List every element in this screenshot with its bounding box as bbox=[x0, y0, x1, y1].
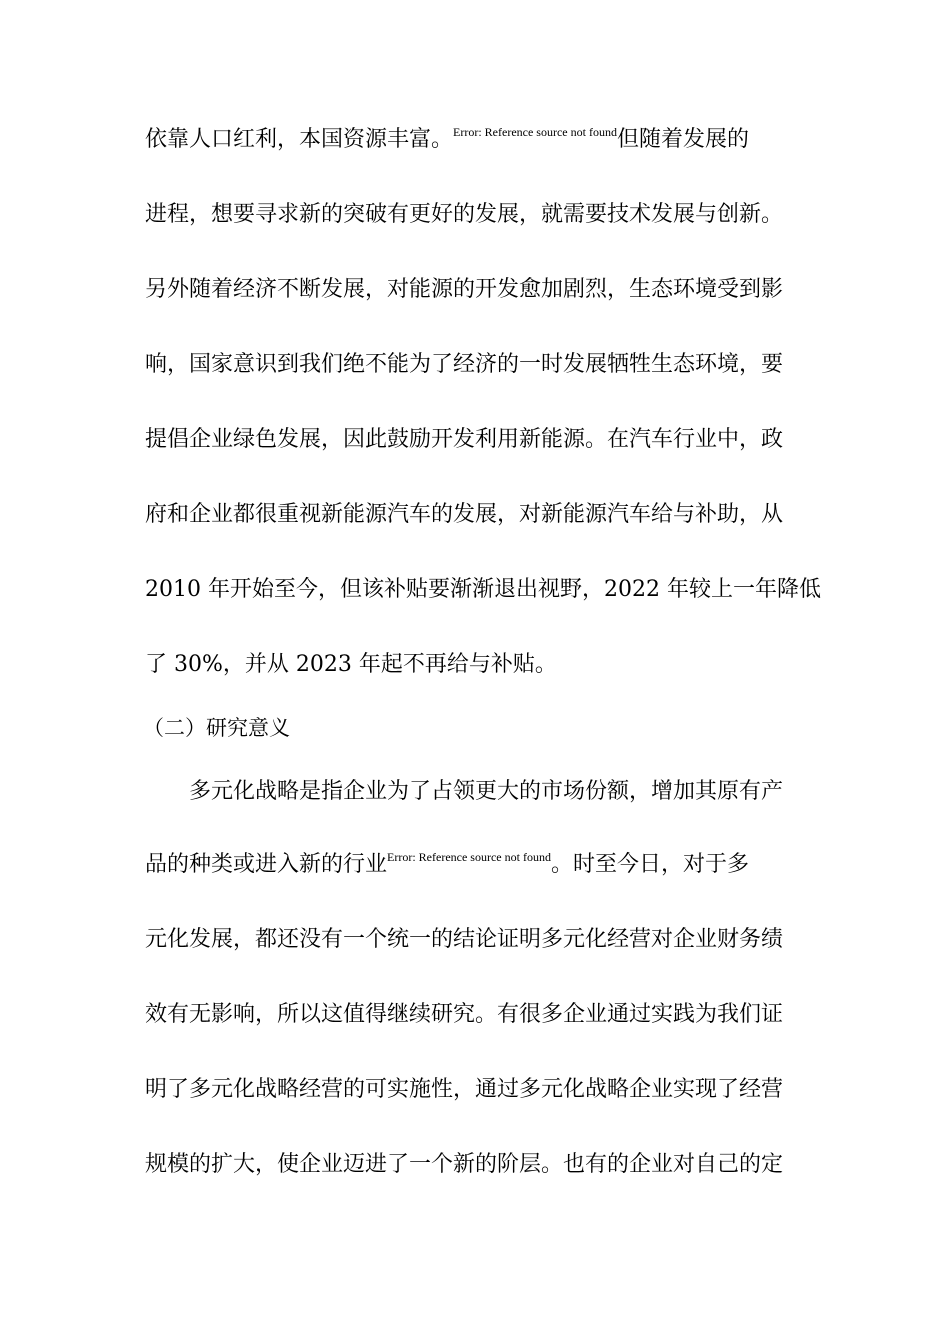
paragraph-1-line-3: 另外随着经济不断发展，对能源的开发愈加剧烈，生态环境受到影 bbox=[145, 277, 784, 302]
paragraph-2-line-4: 效有无影响，所以这值得继续研究。有很多企业通过实践为我们证 bbox=[145, 1002, 784, 1027]
reference-error-note: Error: Reference source not found bbox=[453, 125, 617, 139]
paragraph-1-line-5: 提倡企业绿色发展，因此鼓励开发利用新能源。在汽车行业中，政 bbox=[145, 427, 784, 452]
paragraph-2-line-1: 多元化战略是指企业为了占领更大的市场份额，增加其原有产 bbox=[189, 779, 784, 804]
paragraph-1-line-1 bbox=[145, 125, 810, 157]
text-run: 。时至今日，对于多 bbox=[550, 852, 749, 877]
text-run: 品的种类或进入新的行业 bbox=[145, 852, 388, 877]
text-run: 依靠人口红利，本国资源丰富。 bbox=[145, 127, 454, 152]
paragraph-1-line-4: 响，国家意识到我们绝不能为了经济的一时发展牺牲生态环境，要 bbox=[145, 352, 784, 377]
paragraph-2-line-6: 规模的扩大，使企业迈进了一个新的阶层。也有的企业对自己的定 bbox=[145, 1152, 784, 1177]
paragraph-1-line-8: 了 30%，并从 2023 年起不再给与补贴。 bbox=[145, 652, 557, 677]
text-run: 但随着发展的 bbox=[616, 127, 749, 152]
paragraph-1-line-7: 2010 年开始至今，但该补贴要渐渐退出视野，2022 年较上一年降低 bbox=[145, 577, 821, 602]
paragraph-2-line-3: 元化发展，都还没有一个统一的结论证明多元化经营对企业财务绩 bbox=[145, 927, 784, 952]
paragraph-2-line-2 bbox=[145, 850, 810, 882]
section-heading: （二）研究意义 bbox=[143, 716, 290, 740]
paragraph-2-line-5: 明了多元化战略经营的可实施性，通过多元化战略企业实现了经营 bbox=[145, 1077, 784, 1102]
paragraph-1-line-6: 府和企业都很重视新能源汽车的发展，对新能源汽车给与补助，从 bbox=[145, 502, 784, 527]
paragraph-1-line-2: 进程，想要寻求新的突破有更好的发展，就需要技术发展与创新。 bbox=[145, 202, 784, 227]
reference-error-note: Error: Reference source not found bbox=[387, 850, 551, 864]
